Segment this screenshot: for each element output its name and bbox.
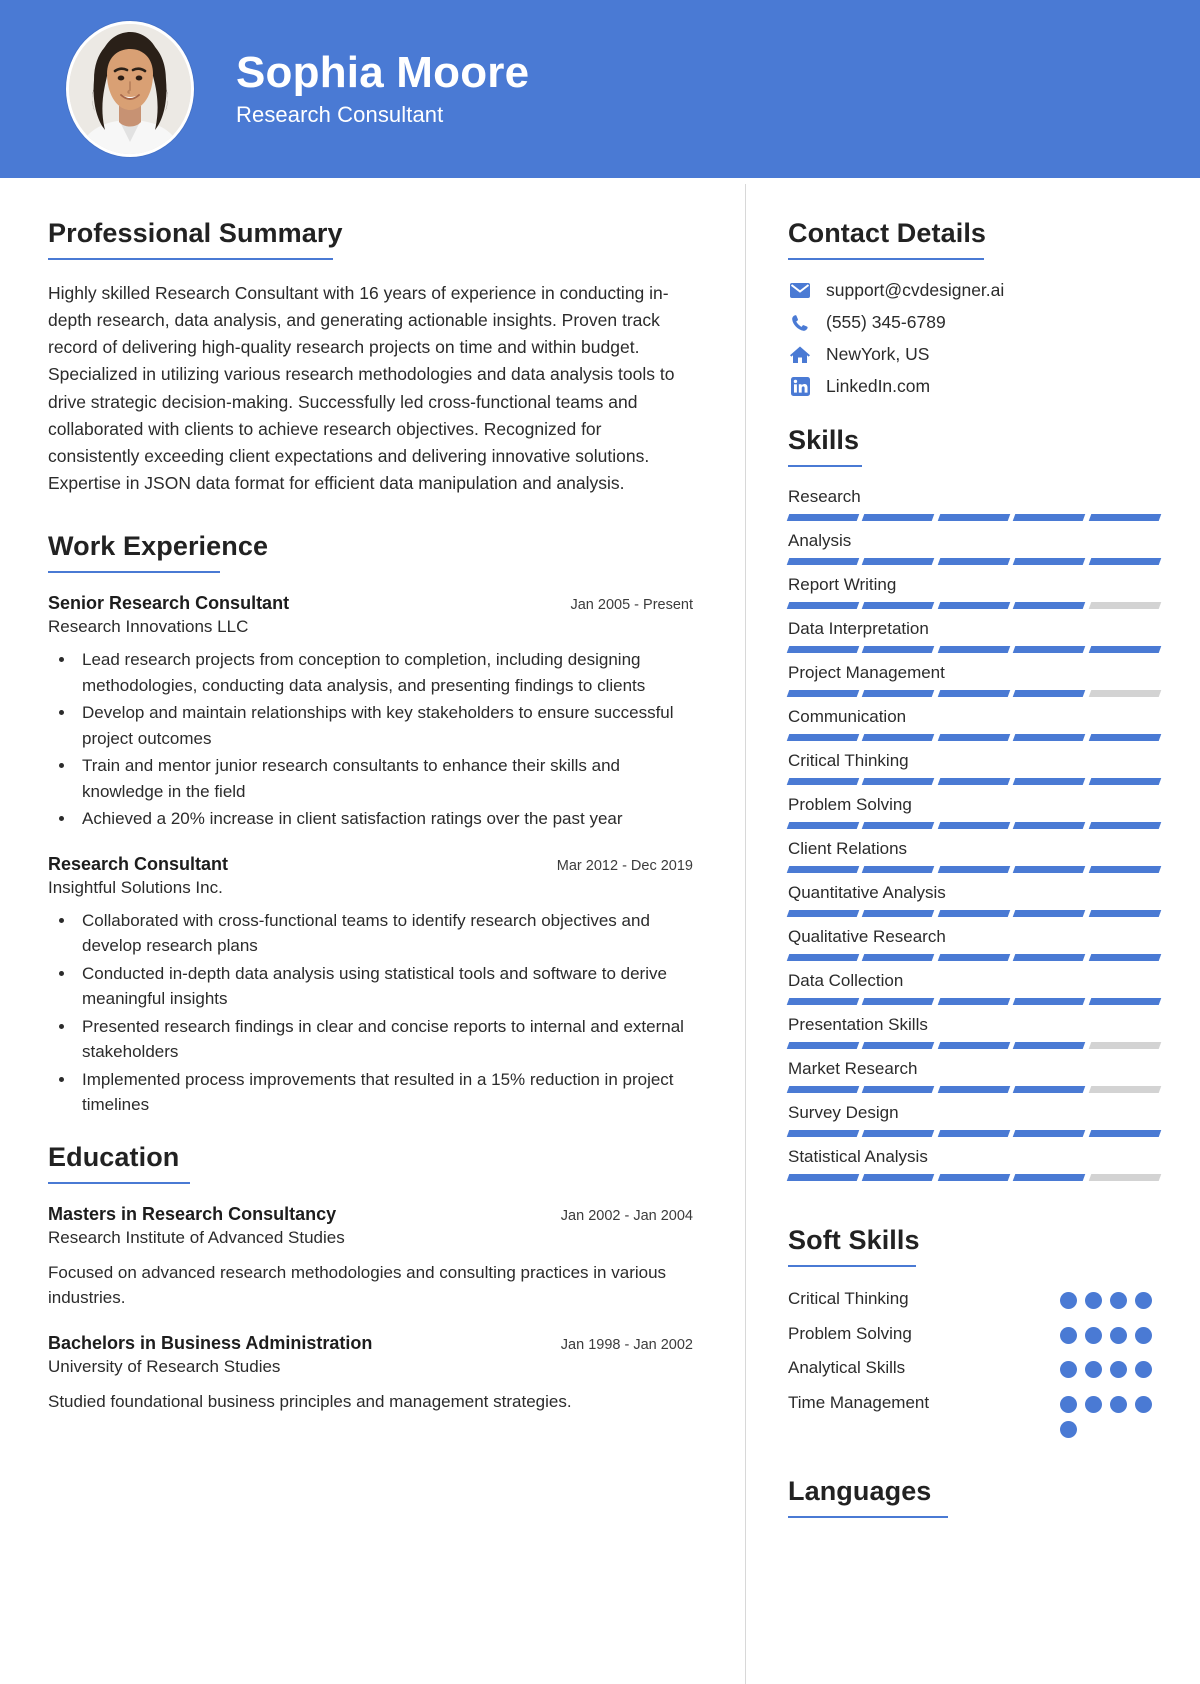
skill-segment-filled: [862, 734, 935, 741]
work-entry-organization: Research Innovations LLC: [48, 617, 249, 636]
soft-skill-row: [788, 1391, 1160, 1438]
skill-segment-filled: [862, 1130, 935, 1137]
summary-text: Highly skilled Research Consultant with 16 years of experience in conducting in-depth research, data analysis, and generating actionable insights. Proven track record of delivering high-quality research projects on time and within budget. Specialized in utilizing various research methodologies and data analysis tools to drive strategic decision-making. Successfully led cross-functional teams and collaborated with clients to achieve research objectives. Recognized for consistently exceeding client expectations and delivering innovative solutions. Expertise in JSON data format for efficient data manipulation and analysis.: [48, 283, 675, 493]
dot-filled: [1135, 1327, 1152, 1344]
skill-item: [788, 575, 1160, 609]
section-title-soft-skills: Soft Skills: [788, 1225, 920, 1255]
skill-segment-filled: [787, 910, 860, 917]
skill-name: Report Writing: [788, 575, 897, 594]
section-rule: [788, 1265, 916, 1267]
section-rule: [788, 1516, 948, 1518]
section-professional-summary: [48, 218, 693, 497]
work-entry: [48, 593, 693, 832]
section-rule: [48, 258, 333, 260]
contact-row[interactable]: [788, 312, 1160, 333]
bullet-item: • Collaborated with cross-functional teams to identify research objectives and develop research plans: [76, 908, 693, 959]
soft-skill-dots: [1060, 1322, 1160, 1344]
skill-segment-empty: [1088, 1174, 1161, 1181]
skill-segment-empty: [1088, 690, 1161, 697]
work-entry-bullets: [48, 908, 693, 1118]
section-rule: [788, 465, 862, 467]
skill-segment-filled: [1088, 866, 1161, 873]
skill-segment-filled: [787, 602, 860, 609]
resume-body: [0, 178, 1200, 1684]
soft-skill-name: Analytical Skills: [788, 1358, 906, 1378]
dot-filled: [1085, 1361, 1102, 1378]
soft-skill-dots: [1060, 1356, 1160, 1378]
skill-item: [788, 619, 1160, 653]
skill-segment-filled: [862, 558, 935, 565]
work-entry-title: Senior Research Consultant: [48, 593, 290, 613]
skill-segment-filled: [1088, 998, 1161, 1005]
contact-value: LinkedIn.com: [826, 376, 931, 396]
contact-list: [788, 280, 1160, 397]
skill-item: [788, 795, 1160, 829]
skill-item: [788, 839, 1160, 873]
skill-name: Quantitative Analysis: [788, 883, 946, 902]
education-entry-header: [48, 1204, 693, 1225]
skill-segment-filled: [1013, 954, 1086, 961]
skill-segment-filled: [1013, 646, 1086, 653]
skill-segment-filled: [1013, 998, 1086, 1005]
skill-name: Market Research: [788, 1059, 918, 1078]
skill-segment-filled: [1088, 910, 1161, 917]
skill-segment-filled: [862, 778, 935, 785]
soft-skill-row: [788, 1356, 1160, 1381]
contact-value: NewYork, US: [826, 344, 930, 364]
dot-filled: [1085, 1327, 1102, 1344]
dot-filled: [1060, 1396, 1077, 1413]
dot-filled: [1135, 1361, 1152, 1378]
skill-name: Survey Design: [788, 1103, 899, 1122]
linkedin-icon: [788, 377, 812, 397]
skill-segment-filled: [787, 866, 860, 873]
skill-item: [788, 883, 1160, 917]
skill-name: Communication: [788, 707, 907, 726]
skill-level-bar: [788, 646, 1160, 653]
skill-segment-filled: [862, 954, 935, 961]
skill-name: Analysis: [788, 531, 852, 550]
dot-filled: [1060, 1361, 1077, 1378]
skill-item: [788, 1147, 1160, 1181]
skill-segment-filled: [938, 1174, 1011, 1181]
skill-level-bar: [788, 734, 1160, 741]
skill-name: Presentation Skills: [788, 1015, 928, 1034]
skills-list: [788, 487, 1160, 1181]
skill-segment-filled: [787, 998, 860, 1005]
skill-name: Critical Thinking: [788, 751, 909, 770]
dot-filled: [1060, 1421, 1077, 1438]
skill-segment-filled: [787, 822, 860, 829]
section-title-languages: Languages: [788, 1475, 932, 1506]
soft-skills-list: [788, 1287, 1160, 1438]
soft-skill-name: Time Management: [788, 1392, 930, 1412]
dot-filled: [1110, 1292, 1127, 1309]
skill-level-bar: [788, 1130, 1160, 1137]
skill-segment-filled: [1088, 558, 1161, 565]
skill-segment-filled: [787, 1174, 860, 1181]
skill-segment-filled: [938, 910, 1011, 917]
section-title-work: Work Experience: [48, 531, 269, 561]
work-entry-date: Mar 2012 - Dec 2019: [556, 857, 693, 874]
skill-segment-filled: [862, 1042, 935, 1049]
bullet-item: • Lead research projects from conception to completion, including designing methodologies, conducting data analysis, and presenting findings to clients: [76, 647, 693, 698]
skill-segment-filled: [1013, 514, 1086, 521]
skill-segment-filled: [938, 822, 1011, 829]
dot-filled: [1085, 1292, 1102, 1309]
avatar: [66, 21, 194, 157]
soft-skill-name: Critical Thinking: [788, 1289, 909, 1308]
section-title-summary: Professional Summary: [48, 218, 343, 248]
skill-level-bar: [788, 778, 1160, 785]
work-entry-date: Jan 2005 - Present: [570, 597, 693, 613]
skill-name: Data Collection: [788, 971, 904, 990]
section-title-skills: Skills: [788, 425, 860, 455]
skill-level-bar: [788, 866, 1160, 873]
skill-segment-filled: [787, 690, 860, 697]
bullet-item: • Achieved a 20% increase in client satisfaction ratings over the past year: [76, 806, 693, 832]
candidate-name: Sophia Moore: [236, 47, 530, 97]
skill-level-bar: [788, 690, 1160, 697]
contact-row[interactable]: [788, 280, 1160, 301]
skill-item: [788, 751, 1160, 785]
work-entry-bullets: [48, 647, 693, 832]
education-entry: [48, 1333, 693, 1415]
skill-item: [788, 531, 1160, 565]
soft-skill-dots: [1060, 1391, 1160, 1438]
skill-item: [788, 663, 1160, 697]
skill-segment-filled: [938, 998, 1011, 1005]
soft-skill-row: [788, 1322, 1160, 1347]
skill-name: Data Interpretation: [788, 619, 929, 638]
skill-segment-filled: [938, 646, 1011, 653]
skill-segment-filled: [938, 734, 1011, 741]
contact-value: support@cvdesigner.ai: [826, 280, 1005, 300]
skill-segment-filled: [1088, 1130, 1161, 1137]
dot-filled: [1060, 1327, 1077, 1344]
skill-segment-filled: [862, 1174, 935, 1181]
skill-item: [788, 1103, 1160, 1137]
skill-segment-filled: [787, 514, 860, 521]
resume-header: [0, 0, 1200, 178]
skill-segment-filled: [1088, 514, 1161, 521]
education-entry-description: Focused on advanced research methodologies and consulting practices in various industries.: [48, 1262, 667, 1307]
skill-item: [788, 487, 1160, 521]
candidate-role: Research Consultant: [236, 102, 444, 128]
dot-filled: [1135, 1396, 1152, 1413]
soft-skill-name: Problem Solving: [788, 1323, 912, 1343]
skill-segment-filled: [862, 866, 935, 873]
education-entry-list: [48, 1204, 693, 1415]
contact-row[interactable]: [788, 376, 1160, 397]
skill-segment-filled: [938, 778, 1011, 785]
skill-segment-filled: [1088, 646, 1161, 653]
skill-segment-filled: [862, 910, 935, 917]
work-entry-organization: Insightful Solutions Inc.: [48, 877, 223, 897]
phone-icon: [788, 313, 812, 333]
skill-item: [788, 1015, 1160, 1049]
skill-level-bar: [788, 910, 1160, 917]
skill-level-bar: [788, 514, 1160, 521]
bullet-item: • Conducted in-depth data analysis using statistical tools and software to derive meaningful insights: [76, 961, 693, 1012]
section-rule: [48, 571, 220, 573]
skill-segment-filled: [862, 646, 935, 653]
skill-level-bar: [788, 1086, 1160, 1093]
section-work-experience: [48, 531, 693, 1118]
skill-name: Project Management: [788, 663, 945, 682]
skill-segment-filled: [938, 954, 1011, 961]
soft-skill-row: [788, 1287, 1160, 1312]
skill-segment-filled: [938, 558, 1011, 565]
dot-filled: [1060, 1292, 1077, 1309]
skill-item: [788, 707, 1160, 741]
skill-segment-filled: [1088, 954, 1161, 961]
skill-level-bar: [788, 822, 1160, 829]
email-icon: [788, 281, 812, 301]
education-entry-header: [48, 1333, 693, 1354]
skill-level-bar: [788, 1174, 1160, 1181]
dot-filled: [1110, 1327, 1127, 1344]
skill-segment-empty: [1088, 1086, 1161, 1093]
skill-segment-filled: [1088, 734, 1161, 741]
work-entry-list: [48, 593, 693, 1118]
skill-segment-filled: [787, 734, 860, 741]
skill-segment-filled: [1088, 822, 1161, 829]
education-entry-title: Bachelors in Business Administration: [48, 1332, 373, 1353]
contact-row[interactable]: [788, 344, 1160, 365]
education-entry-title: Masters in Research Consultancy: [48, 1203, 337, 1224]
skill-segment-filled: [1013, 558, 1086, 565]
bullet-item: • Train and mentor junior research consultants to enhance their skills and knowledge in the field: [76, 753, 693, 804]
main-column: [0, 178, 745, 1684]
skill-segment-filled: [787, 646, 860, 653]
skill-segment-filled: [787, 1086, 860, 1093]
education-entry-organization: Research Institute of Advanced Studies: [48, 1227, 345, 1247]
bullet-item: • Develop and maintain relationships with key stakeholders to ensure successful project outcomes: [76, 700, 693, 751]
skill-segment-filled: [787, 778, 860, 785]
skill-segment-filled: [938, 602, 1011, 609]
skill-segment-filled: [1013, 1042, 1086, 1049]
skill-segment-filled: [1013, 778, 1086, 785]
work-entry-title: Research Consultant: [48, 853, 229, 874]
skill-segment-filled: [862, 514, 935, 521]
skill-level-bar: [788, 558, 1160, 565]
section-education: [48, 1142, 693, 1415]
education-entry-date: Jan 1998 - Jan 2002: [560, 1336, 693, 1353]
skill-segment-filled: [862, 602, 935, 609]
skill-name: Client Relations: [788, 839, 908, 858]
sidebar-column: [746, 178, 1200, 1684]
education-entry: [48, 1204, 693, 1311]
section-rule: [48, 1182, 190, 1184]
skill-segment-filled: [787, 954, 860, 961]
section-skills: [788, 425, 1160, 1181]
section-title-contact: Contact Details: [788, 218, 987, 248]
skill-segment-empty: [1088, 1042, 1161, 1049]
skill-level-bar: [788, 602, 1160, 609]
skill-level-bar: [788, 954, 1160, 961]
dot-filled: [1085, 1396, 1102, 1413]
home-icon: [788, 345, 812, 365]
skill-segment-empty: [1088, 602, 1161, 609]
skill-segment-filled: [938, 1086, 1011, 1093]
skill-name: Statistical Analysis: [788, 1147, 928, 1166]
skill-name: Problem Solving: [788, 795, 912, 814]
dot-filled: [1135, 1292, 1152, 1309]
skill-name: Research: [788, 487, 861, 506]
skill-segment-filled: [938, 866, 1011, 873]
skill-segment-filled: [1013, 690, 1086, 697]
skill-segment-filled: [787, 558, 860, 565]
skill-segment-filled: [1013, 602, 1086, 609]
skill-name: Qualitative Research: [788, 927, 946, 946]
skill-item: [788, 971, 1160, 1005]
skill-segment-filled: [938, 1130, 1011, 1137]
education-entry-date: Jan 2002 - Jan 2004: [560, 1207, 693, 1224]
section-title-education: Education: [48, 1141, 180, 1172]
dot-filled: [1110, 1396, 1127, 1413]
skill-segment-filled: [1013, 1174, 1086, 1181]
skill-segment-filled: [1013, 910, 1086, 917]
section-rule: [788, 258, 984, 260]
skill-segment-filled: [1088, 778, 1161, 785]
skill-segment-filled: [862, 998, 935, 1005]
skill-segment-filled: [1013, 734, 1086, 741]
skill-level-bar: [788, 1042, 1160, 1049]
skill-segment-filled: [862, 690, 935, 697]
section-languages: [788, 1476, 1160, 1518]
skill-segment-filled: [862, 1086, 935, 1093]
section-soft-skills: [788, 1225, 1160, 1438]
work-entry-header: [48, 593, 693, 614]
skill-segment-filled: [938, 1042, 1011, 1049]
skill-segment-filled: [1013, 1086, 1086, 1093]
skill-level-bar: [788, 998, 1160, 1005]
education-entry-description: Studied foundational business principles and management strategies.: [48, 1391, 572, 1411]
soft-skill-dots: [1060, 1287, 1160, 1309]
bullet-item: • Implemented process improvements that resulted in a 15% reduction in project timelines: [76, 1067, 693, 1118]
skill-item: [788, 927, 1160, 961]
bullet-item: • Presented research findings in clear and concise reports to internal and external stakeholders: [76, 1014, 693, 1065]
skill-segment-filled: [787, 1130, 860, 1137]
dot-filled: [1110, 1361, 1127, 1378]
skill-segment-filled: [938, 514, 1011, 521]
contact-value: (555) 345-6789: [826, 312, 946, 332]
skill-segment-filled: [938, 690, 1011, 697]
work-entry-header: [48, 854, 693, 875]
education-entry-organization: University of Research Studies: [48, 1356, 281, 1376]
section-contact-details: [788, 218, 1160, 397]
skill-item: [788, 1059, 1160, 1093]
work-entry: [48, 854, 693, 1118]
skill-segment-filled: [787, 1042, 860, 1049]
skill-segment-filled: [1013, 1130, 1086, 1137]
skill-segment-filled: [1013, 866, 1086, 873]
skill-segment-filled: [1013, 822, 1086, 829]
skill-segment-filled: [862, 822, 935, 829]
header-text-block: [236, 47, 530, 129]
